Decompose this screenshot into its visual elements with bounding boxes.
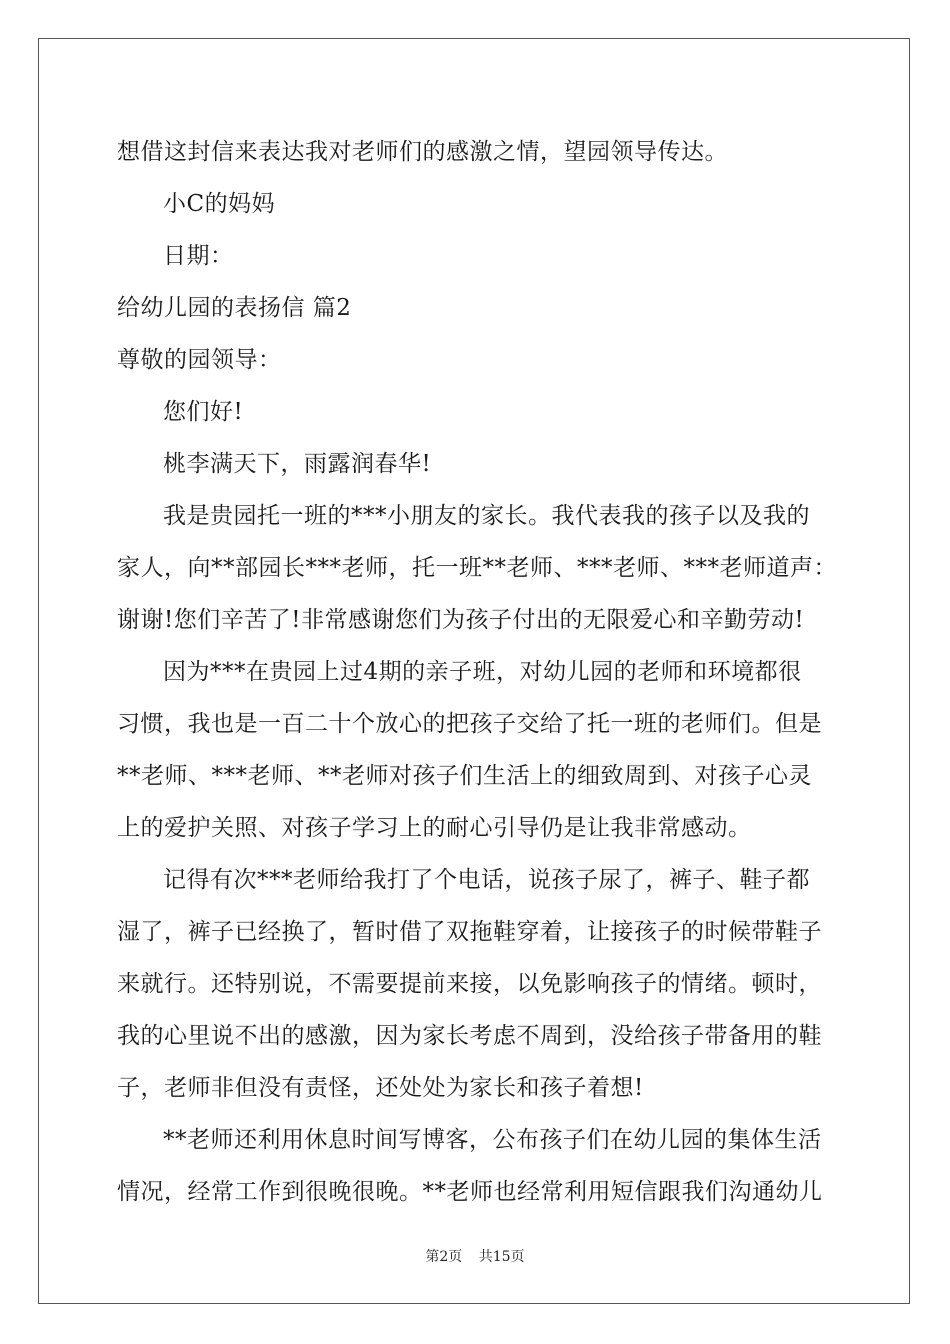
letter-line: **老师、***老师、**老师对孩子们生活上的细致周到、对孩子心灵 — [117, 763, 812, 789]
letter-line: 上的爱护关照、对孩子学习上的耐心引导仍是让我非常感动。 — [117, 815, 752, 841]
letter-line: 家人，向**部园长***老师，托一班**老师、***老师、***老师道声： — [117, 555, 837, 581]
letter-line: 来就行。还特别说，不需要提前来接，以免影响孩子的情绪。顿时， — [117, 971, 822, 997]
letter-line: 情况，经常工作到很晚很晚。**老师也经常利用短信跟我们沟通幼儿 — [117, 1179, 823, 1205]
letter-line: 习惯，我也是一百二十个放心的把孩子交给了托一班的老师们。但是 — [117, 711, 822, 737]
salutation: 尊敬的园领导： — [117, 347, 282, 373]
signature-name: 小C的妈妈 — [163, 191, 276, 217]
letter-line: 桃李满天下，雨露润春华! — [163, 451, 432, 477]
letter-line: 想借这封信来表达我对老师们的感激之情，望园领导传达。 — [117, 139, 728, 165]
letter-body — [117, 126, 837, 1218]
page-number: 第2页 — [425, 1249, 463, 1265]
page-total: 共15页 — [478, 1249, 525, 1265]
letter-line: 谢谢!您们辛苦了!非常感谢您们为孩子付出的无限爱心和辛勤劳动! — [117, 607, 805, 633]
letter-line: 子，老师非但没有责怪，还处处为家长和孩子着想! — [117, 1075, 644, 1101]
letter-line: 我是贵园托一班的***小朋友的家长。我代表我的孩子以及我的 — [163, 503, 810, 529]
signature-date: 日期： — [163, 243, 234, 269]
letter-line: 湿了，裤子已经换了，暂时借了双拖鞋穿着，让接孩子的时候带鞋子 — [117, 919, 822, 945]
section-heading: 给幼儿园的表扬信 篇2 — [117, 295, 352, 321]
greeting: 您们好! — [163, 399, 244, 425]
letter-line: 记得有次***老师给我打了个电话，说孩子尿了，裤子、鞋子都 — [163, 867, 810, 893]
page-footer — [0, 1246, 950, 1266]
letter-line: 因为***在贵园上过4期的亲子班，对幼儿园的老师和环境都很 — [163, 659, 802, 685]
letter-line: 我的心里说不出的感激，因为家长考虑不周到，没给孩子带备用的鞋 — [117, 1023, 822, 1049]
letter-line: **老师还利用休息时间写博客，公布孩子们在幼儿园的集体生活 — [163, 1127, 822, 1153]
